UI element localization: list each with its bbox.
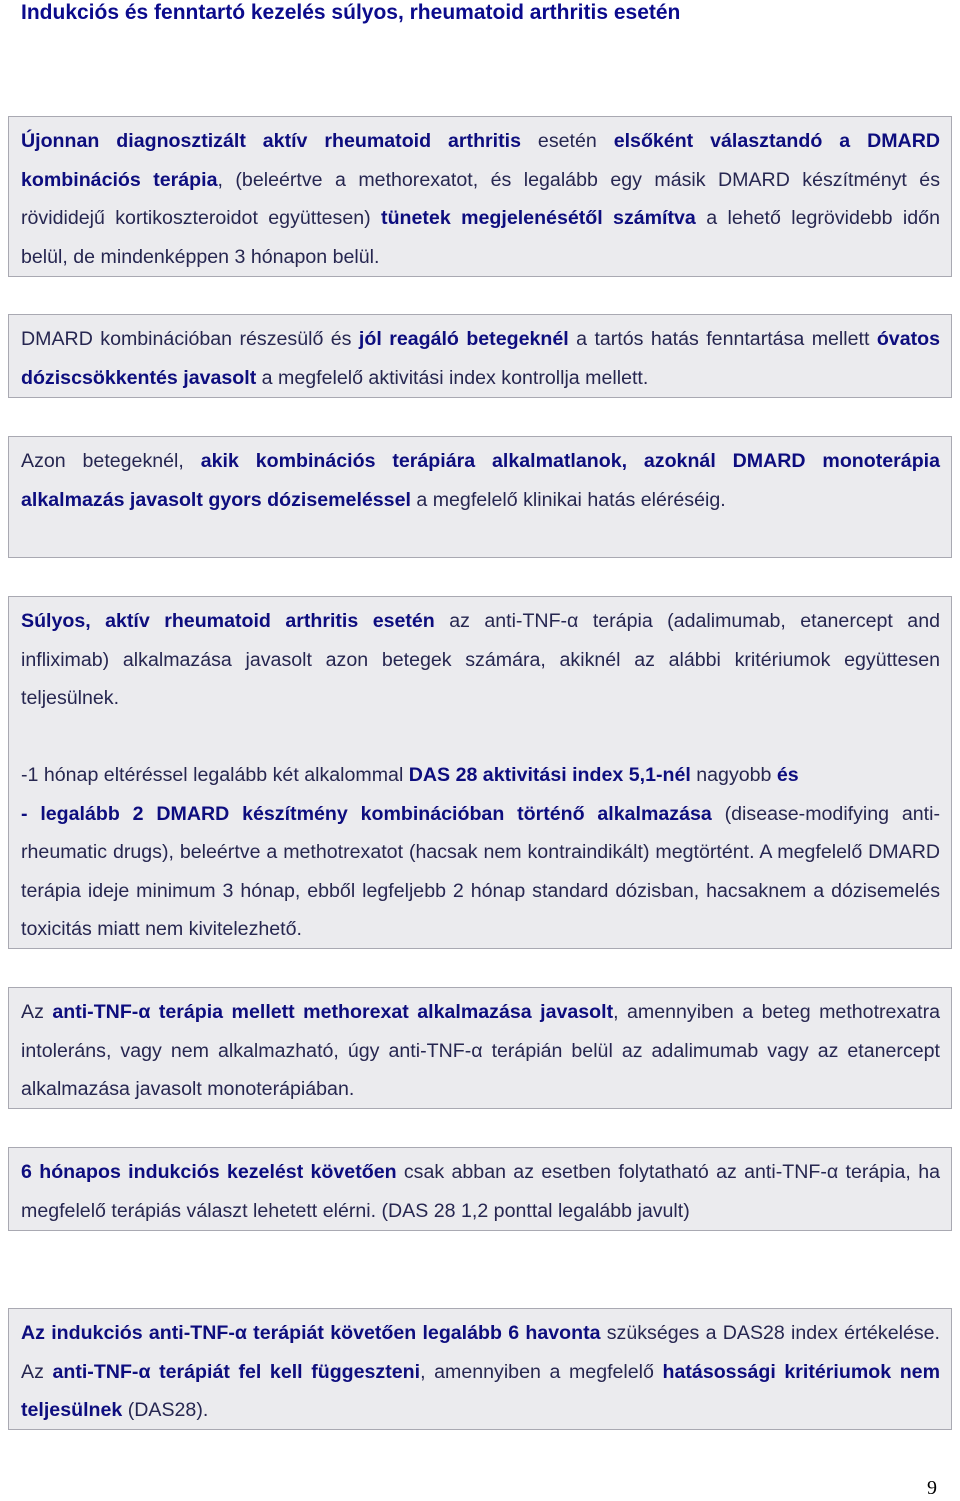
emphasis-text: akik kombinációs terápiára alkalmatlanok, azoknál DMARD monoterápia alkalmazás javasolt gyors dózisemeléssel: [21, 450, 940, 511]
emphasis-text: Újonnan diagnosztizált aktív rheumatoid arthritis: [21, 130, 521, 152]
page-number: 9: [927, 1477, 937, 1499]
body-text: csak abban az esetben folytatható az anti-TNF-α terápia, ha megfelelő terápiás választ lehetett elérni. (DAS 28 1,2 ponttal legalább javult): [21, 1161, 940, 1222]
body-text: szükséges a DAS28 index értékelése. Az: [21, 1322, 940, 1383]
paragraph: [21, 122, 940, 276]
emphasis-text: - legalább 2 DMARD készítmény kombinációban történő alkalmazása: [21, 802, 712, 825]
body-text: a tartós hatás fenntartása mellett: [568, 328, 877, 350]
recommendation-box-anti-tnf-criteria: [8, 596, 952, 949]
body-text: Azon betegeknél,: [21, 450, 201, 472]
emphasis-text: óvatos dóziscsökkentés javasolt: [21, 328, 940, 389]
emphasis-text: anti-TNF-α terápia mellett methorexat alkalmazása javasolt: [52, 1001, 614, 1023]
recommendation-box-six-month-induction: [8, 1147, 952, 1231]
paragraph: [21, 442, 940, 519]
recommendation-box-initial-dmard: [8, 116, 952, 277]
emphasis-text: Súlyos, aktív rheumatoid arthritis esetén: [21, 610, 435, 632]
paragraph: [21, 795, 940, 949]
recommendation-box-monotherapy: [8, 436, 952, 558]
body-text: esetén: [520, 130, 614, 152]
emphasis-text: tünetek megjelenésétől számítva: [381, 207, 696, 229]
body-text: a lehető legrövidebb időn belül, de mindenképpen 3 hónapon belül.: [21, 207, 940, 268]
recommendation-box-das28-monitoring: [8, 1308, 952, 1430]
body-text: nagyobb: [690, 764, 777, 786]
paragraph: [21, 1153, 940, 1230]
body-text: , amennyiben a beteg methotrexatra intoleráns, vagy nem alkalmazható, úgy anti-TNF-α terápián belül az adalimumab vagy az etanercept alkalmazása javasolt monoterápiában.: [21, 1001, 940, 1100]
body-text: -1 hónap eltéréssel legalább két alkalommal: [21, 764, 409, 786]
paragraph: [21, 1314, 940, 1430]
emphasis-text: 6 hónapos indukciós kezelést követően: [21, 1161, 397, 1183]
recommendation-box-dose-reduction: [8, 314, 952, 398]
paragraph: [21, 756, 940, 795]
emphasis-text: anti-TNF-α terápiát fel kell függeszteni: [52, 1360, 421, 1383]
body-text: Az: [21, 1001, 53, 1023]
emphasis-text: jól reagáló betegeknél: [358, 328, 569, 350]
paragraph: [21, 993, 940, 1109]
emphasis-text: DAS 28 aktivitási index 5,1-nél: [408, 764, 691, 786]
page-title: Indukciós és fenntartó kezelés súlyos, rheumatoid arthritis esetén: [21, 1, 681, 24]
body-text: , (beleértve a methorexatot, és legalább egy másik DMARD készítményt és rövididejű kortikoszteroidot együttesen): [21, 168, 940, 229]
emphasis-text: Az indukciós anti-TNF-α terápiát követően legalább 6 havonta: [21, 1322, 601, 1344]
body-text: DMARD kombinációban részesülő és: [21, 328, 359, 350]
body-text: az anti-TNF-α terápia (adalimumab, etanercept and infliximab) alkalmazása javasolt azon betegek számára, akiknél az alábbi kritériumok együttesen teljesülnek.: [21, 610, 940, 709]
emphasis-text: hatásossági kritériumok nem teljesülnek: [21, 1360, 940, 1421]
body-text: , amennyiben a megfelelő: [420, 1360, 663, 1383]
body-text: a megfelelő klinikai hatás eléréséig.: [410, 488, 726, 511]
body-text: (disease-modifying anti-rheumatic drugs), beleértve a methotrexatot (hacsak nem kontraindikált) megtörtént. A megfelelő DMARD terápia ideje minimum 3 hónap, ebből legfeljebb 2 hónap standard dózisban, hacsaknem a dózisemelés toxicitás miatt nem kivitelezhető.: [21, 802, 940, 940]
paragraph: [21, 602, 940, 718]
body-text: (DAS28).: [122, 1399, 209, 1421]
body-text: a megfelelő aktivitási index kontrollja mellett.: [256, 366, 649, 389]
emphasis-text: és: [776, 764, 799, 786]
paragraph: [21, 320, 940, 397]
emphasis-text: elsőként választandó a DMARD kombinációs terápia: [21, 130, 940, 191]
recommendation-box-methotrexate-combination: [8, 987, 952, 1109]
